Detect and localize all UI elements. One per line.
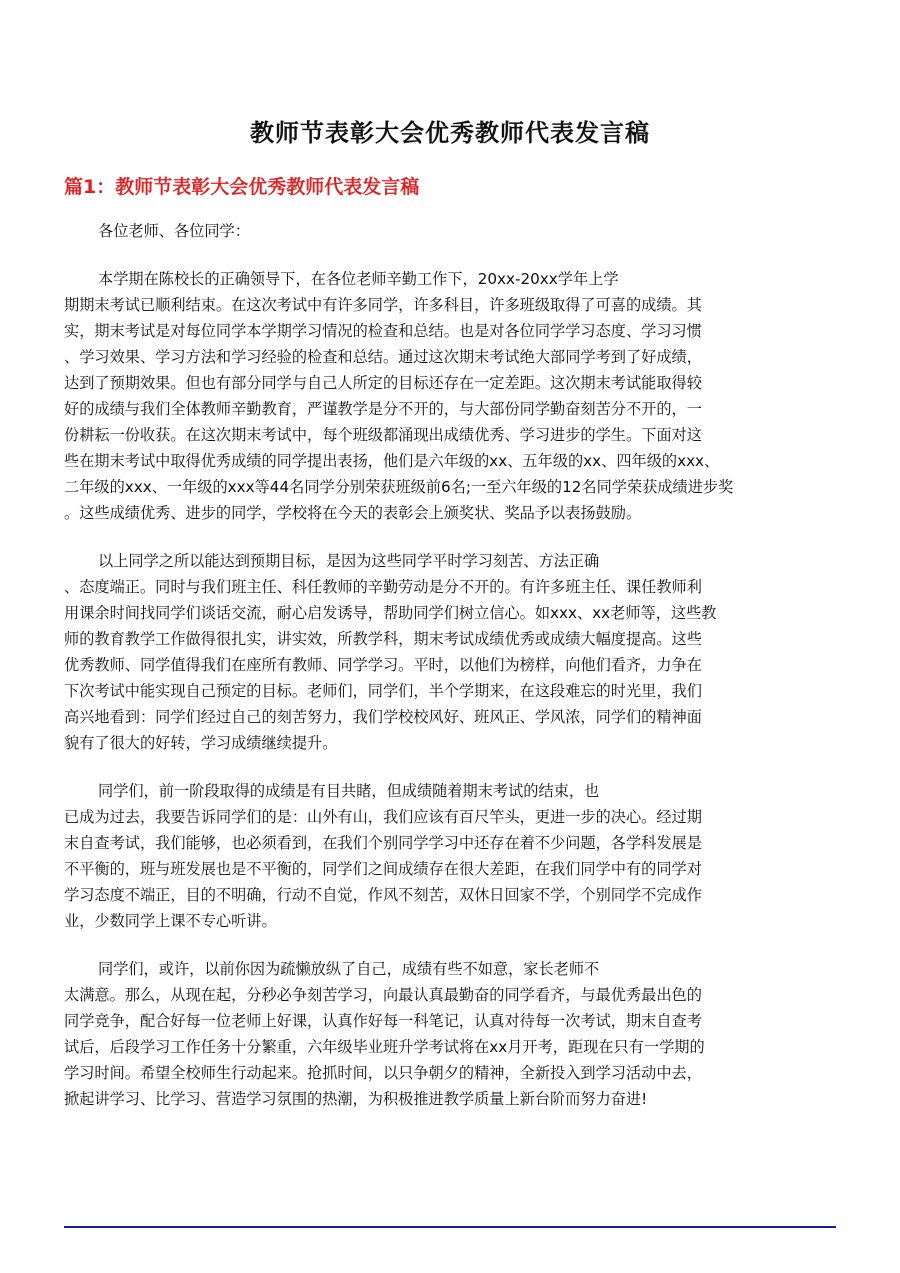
paragraph-line: 同学们，前一阶段取得的成绩是有目共睹，但成绩随着期末考试的结束，也	[98, 782, 600, 800]
paragraph-line: 师的教育教学工作做得很扎实，讲实效，所教学科，期末考试成绩优秀或成绩大幅度提高。这些	[64, 630, 702, 648]
paragraph-line: 好的成绩与我们全体教师辛勤教育，严谨教学是分不开的，与大部份同学勤奋刻苦分不开的，一	[64, 400, 702, 418]
paragraph-line: 试后，后段学习工作任务十分繁重，六年级毕业班升学考试将在xx月开考，距现在只有一学期的	[64, 1038, 705, 1056]
document-title: 教师节表彰大会优秀教师代表发言稿	[250, 119, 650, 147]
paragraph-line: 用课余时间找同学们谈话交流，耐心启发诱导，帮助同学们树立信心。如xxx、xx老师等，这些教	[64, 604, 717, 622]
section-heading: 篇1：教师节表彰大会优秀教师代表发言稿	[64, 176, 420, 198]
paragraph-line: 达到了预期效果。但也有部分同学与自己人所定的目标还存在一定差距。这次期末考试能取得较	[64, 374, 702, 392]
paragraph-line: 同学们，或许，以前你因为疏懒放纵了自己，成绩有些不如意，家长老师不	[98, 960, 600, 978]
paragraph-line: 。这些成绩优秀、进步的同学，学校将在今天的表彰会上颁奖状、奖品予以表扬鼓励。	[64, 504, 642, 522]
paragraph-line: 已成为过去，我要告诉同学们的是：山外有山，我们应该有百尺竿头，更进一步的决心。经过期	[64, 808, 702, 826]
paragraph-2	[64, 548, 836, 756]
paragraph-line: 、学习效果、学习方法和学习经验的检查和总结。通过这次期末考试绝大部同学考到了好成绩，	[64, 348, 702, 366]
paragraph-line: 些在期末考试中取得优秀成绩的同学提出表扬，他们是六年级的xx、五年级的xx、四年级的xxx、	[64, 452, 720, 470]
paragraph-line: 高兴地看到：同学们经过自己的刻苦努力，我们学校校风好、班风正、学风浓，同学们的精神面	[64, 708, 702, 726]
paragraph-line: 貌有了很大的好转，学习成绩继续提升。	[64, 734, 338, 752]
paragraph-line: 学习态度不端正，目的不明确，行动不自觉，作风不刻苦，双休日回家不学，个别同学不完成作	[64, 886, 702, 904]
paragraph-line: 份耕耘一份收获。在这次期末考试中，每个班级都涌现出成绩优秀、学习进步的学生。下面对这	[64, 426, 702, 444]
paragraph-1	[64, 266, 836, 526]
paragraph-3	[64, 778, 836, 934]
document-body	[64, 218, 836, 1134]
paragraph-line: 末自查考试，我们能够，也必须看到，在我们个别同学学习中还存在着不少问题，各学科发展是	[64, 834, 702, 852]
paragraph-line: 本学期在陈校长的正确领导下，在各位老师辛勤工作下，20xx-20xx学年上学	[98, 270, 619, 288]
paragraph-line: 优秀教师、同学值得我们在座所有教师、同学学习。平时，以他们为榜样，向他们看齐，力争在	[64, 656, 702, 674]
paragraph-4	[64, 956, 836, 1112]
greeting-line: 各位老师、各位同学：	[98, 222, 250, 240]
paragraph-line: 业，少数同学上课不专心听讲。	[64, 912, 277, 930]
paragraph-line: 学习时间。希望全校师生行动起来。抢抓时间，以只争朝夕的精神，全新投入到学习活动中去，	[64, 1064, 702, 1082]
paragraph-line: 同学竞争，配合好每一位老师上好课，认真作好每一科笔记，认真对待每一次考试，期末自查考	[64, 1012, 702, 1030]
paragraph-line: 二年级的xxx、一年级的xxx等44名同学分别荣获班级前6名;一至六年级的12名同学荣获成绩进步奖	[64, 478, 734, 496]
paragraph-line: 下次考试中能实现自己预定的目标。老师们，同学们，半个学期来，在这段难忘的时光里，我们	[64, 682, 702, 700]
paragraph-line: 实，期末考试是对每位同学本学期学习情况的检查和总结。也是对各位同学学习态度、学习习惯	[64, 322, 702, 340]
paragraph-line: 掀起讲学习、比学习、营造学习氛围的热潮，为积极推进教学质量上新台阶而努力奋进!	[64, 1090, 648, 1108]
paragraph-line: 、态度端正。同时与我们班主任、科任教师的辛勤劳动是分不开的。有许多班主任、课任教师利	[64, 578, 702, 596]
paragraph-line: 以上同学之所以能达到预期目标，是因为这些同学平时学习刻苦、方法正确	[98, 552, 600, 570]
footer-divider	[64, 1226, 836, 1228]
paragraph-line: 太满意。那么，从现在起，分秒必争刻苦学习，向最认真最勤奋的同学看齐，与最优秀最出色的	[64, 986, 702, 1004]
paragraph-line: 不平衡的，班与班发展也是不平衡的，同学们之间成绩存在很大差距，在我们同学中有的同学对	[64, 860, 702, 878]
paragraph-line: 期期末考试已顺利结束。在这次考试中有许多同学，许多科目，许多班级取得了可喜的成绩。其	[64, 296, 702, 314]
